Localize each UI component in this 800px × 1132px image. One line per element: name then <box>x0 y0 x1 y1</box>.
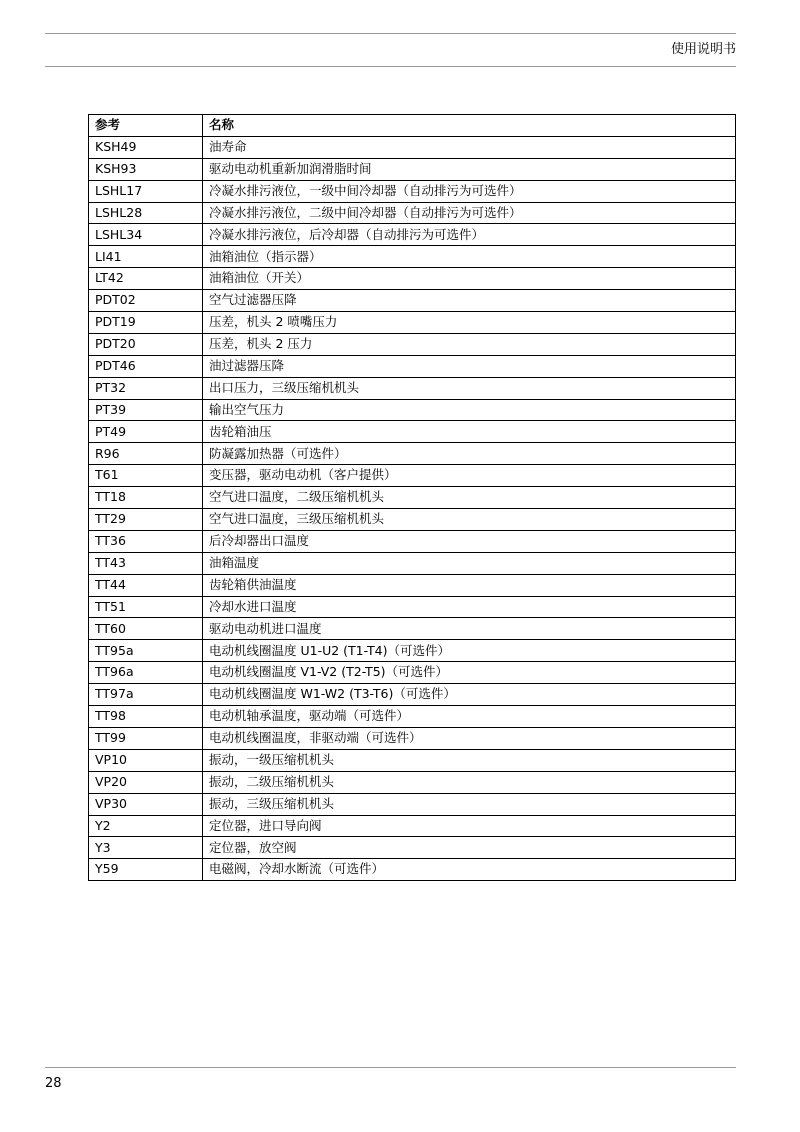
table-row <box>89 859 736 881</box>
cell-name: 空气过滤器压降 <box>203 290 736 312</box>
table-row <box>89 202 736 224</box>
cell-reference: PT49 <box>89 421 203 443</box>
cell-name: 振动，三级压缩机机头 <box>203 793 736 815</box>
table-row <box>89 662 736 684</box>
cell-name: 振动，一级压缩机机头 <box>203 749 736 771</box>
cell-reference: PDT20 <box>89 333 203 355</box>
cell-name: 冷凝水排污液位，二级中间冷却器（自动排污为可选件） <box>203 202 736 224</box>
header-rule-bottom <box>45 66 736 67</box>
header-title: 使用说明书 <box>670 42 736 57</box>
table-row <box>89 815 736 837</box>
cell-name: 防凝露加热器（可选件） <box>203 443 736 465</box>
header-rule-top <box>45 33 736 34</box>
cell-reference: Y3 <box>89 837 203 859</box>
cell-name: 油箱温度 <box>203 552 736 574</box>
cell-reference: TT43 <box>89 552 203 574</box>
cell-name: 电动机线圈温度 W1-W2 (T3-T6)（可选件） <box>203 684 736 706</box>
table-row <box>89 684 736 706</box>
column-header-name: 名称 <box>203 115 736 137</box>
cell-name: 定位器，进口导向阀 <box>203 815 736 837</box>
cell-name: 输出空气压力 <box>203 399 736 421</box>
cell-reference: KSH49 <box>89 136 203 158</box>
cell-reference: R96 <box>89 443 203 465</box>
table-row <box>89 158 736 180</box>
cell-name: 齿轮箱供油温度 <box>203 574 736 596</box>
cell-name: 变压器，驱动电动机（客户提供） <box>203 465 736 487</box>
cell-reference: TT98 <box>89 706 203 728</box>
cell-name: 油寿命 <box>203 136 736 158</box>
cell-name: 油箱油位（指示器） <box>203 246 736 268</box>
table-row <box>89 312 736 334</box>
table-row <box>89 706 736 728</box>
cell-name: 电动机线圈温度 V1-V2 (T2-T5)（可选件） <box>203 662 736 684</box>
cell-reference: TT29 <box>89 509 203 531</box>
table-row <box>89 399 736 421</box>
table-row <box>89 465 736 487</box>
cell-reference: TT60 <box>89 618 203 640</box>
cell-reference: TT36 <box>89 530 203 552</box>
cell-name: 冷却水进口温度 <box>203 596 736 618</box>
table-row <box>89 574 736 596</box>
table-row <box>89 618 736 640</box>
table-row <box>89 268 736 290</box>
cell-name: 压差，机头 2 喷嘴压力 <box>203 312 736 334</box>
footer-rule <box>45 1067 736 1068</box>
cell-reference: TT18 <box>89 487 203 509</box>
cell-reference: PDT19 <box>89 312 203 334</box>
table-row <box>89 749 736 771</box>
cell-reference: LSHL34 <box>89 224 203 246</box>
table-row <box>89 333 736 355</box>
cell-reference: LSHL17 <box>89 180 203 202</box>
table-row <box>89 290 736 312</box>
cell-reference: Y2 <box>89 815 203 837</box>
cell-reference: TT95a <box>89 640 203 662</box>
cell-name: 油箱油位（开关） <box>203 268 736 290</box>
cell-name: 后冷却器出口温度 <box>203 530 736 552</box>
reference-table <box>88 114 736 881</box>
table-body <box>89 136 736 880</box>
table-header-row <box>89 115 736 137</box>
cell-reference: PDT02 <box>89 290 203 312</box>
table-row <box>89 793 736 815</box>
cell-reference: PT39 <box>89 399 203 421</box>
cell-reference: PT32 <box>89 377 203 399</box>
cell-reference: Y59 <box>89 859 203 881</box>
cell-name: 冷凝水排污液位，后冷却器（自动排污为可选件） <box>203 224 736 246</box>
cell-name: 电动机线圈温度 U1-U2 (T1-T4)（可选件） <box>203 640 736 662</box>
cell-reference: TT97a <box>89 684 203 706</box>
cell-name: 空气进口温度，三级压缩机机头 <box>203 509 736 531</box>
cell-reference: PDT46 <box>89 355 203 377</box>
table-row <box>89 421 736 443</box>
cell-reference: TT96a <box>89 662 203 684</box>
cell-reference: VP20 <box>89 771 203 793</box>
table-row <box>89 837 736 859</box>
table-row <box>89 509 736 531</box>
cell-name: 定位器，放空阀 <box>203 837 736 859</box>
cell-name: 空气进口温度，二级压缩机机头 <box>203 487 736 509</box>
cell-name: 驱动电动机进口温度 <box>203 618 736 640</box>
table-row <box>89 355 736 377</box>
table-row <box>89 136 736 158</box>
table-row <box>89 552 736 574</box>
page-number: 28 <box>45 1076 62 1091</box>
cell-name: 出口压力，三级压缩机机头 <box>203 377 736 399</box>
cell-reference: LSHL28 <box>89 202 203 224</box>
cell-name: 驱动电动机重新加润滑脂时间 <box>203 158 736 180</box>
table-row <box>89 180 736 202</box>
table-row <box>89 224 736 246</box>
cell-name: 齿轮箱油压 <box>203 421 736 443</box>
cell-reference: TT44 <box>89 574 203 596</box>
cell-reference: KSH93 <box>89 158 203 180</box>
cell-name: 电动机轴承温度，驱动端（可选件） <box>203 706 736 728</box>
cell-name: 冷凝水排污液位，一级中间冷却器（自动排污为可选件） <box>203 180 736 202</box>
cell-reference: LI41 <box>89 246 203 268</box>
table-row <box>89 640 736 662</box>
table-row <box>89 377 736 399</box>
table-row <box>89 443 736 465</box>
cell-reference: VP30 <box>89 793 203 815</box>
cell-reference: T61 <box>89 465 203 487</box>
cell-reference: TT51 <box>89 596 203 618</box>
table-row <box>89 771 736 793</box>
cell-name: 油过滤器压降 <box>203 355 736 377</box>
cell-name: 压差，机头 2 压力 <box>203 333 736 355</box>
table-row <box>89 487 736 509</box>
cell-name: 振动，二级压缩机机头 <box>203 771 736 793</box>
cell-reference: VP10 <box>89 749 203 771</box>
table-row <box>89 727 736 749</box>
table-row <box>89 246 736 268</box>
cell-reference: LT42 <box>89 268 203 290</box>
cell-name: 电动机线圈温度，非驱动端（可选件） <box>203 727 736 749</box>
cell-name: 电磁阀，冷却水断流（可选件） <box>203 859 736 881</box>
table-row <box>89 530 736 552</box>
cell-reference: TT99 <box>89 727 203 749</box>
table-row <box>89 596 736 618</box>
column-header-reference: 参考 <box>89 115 203 137</box>
